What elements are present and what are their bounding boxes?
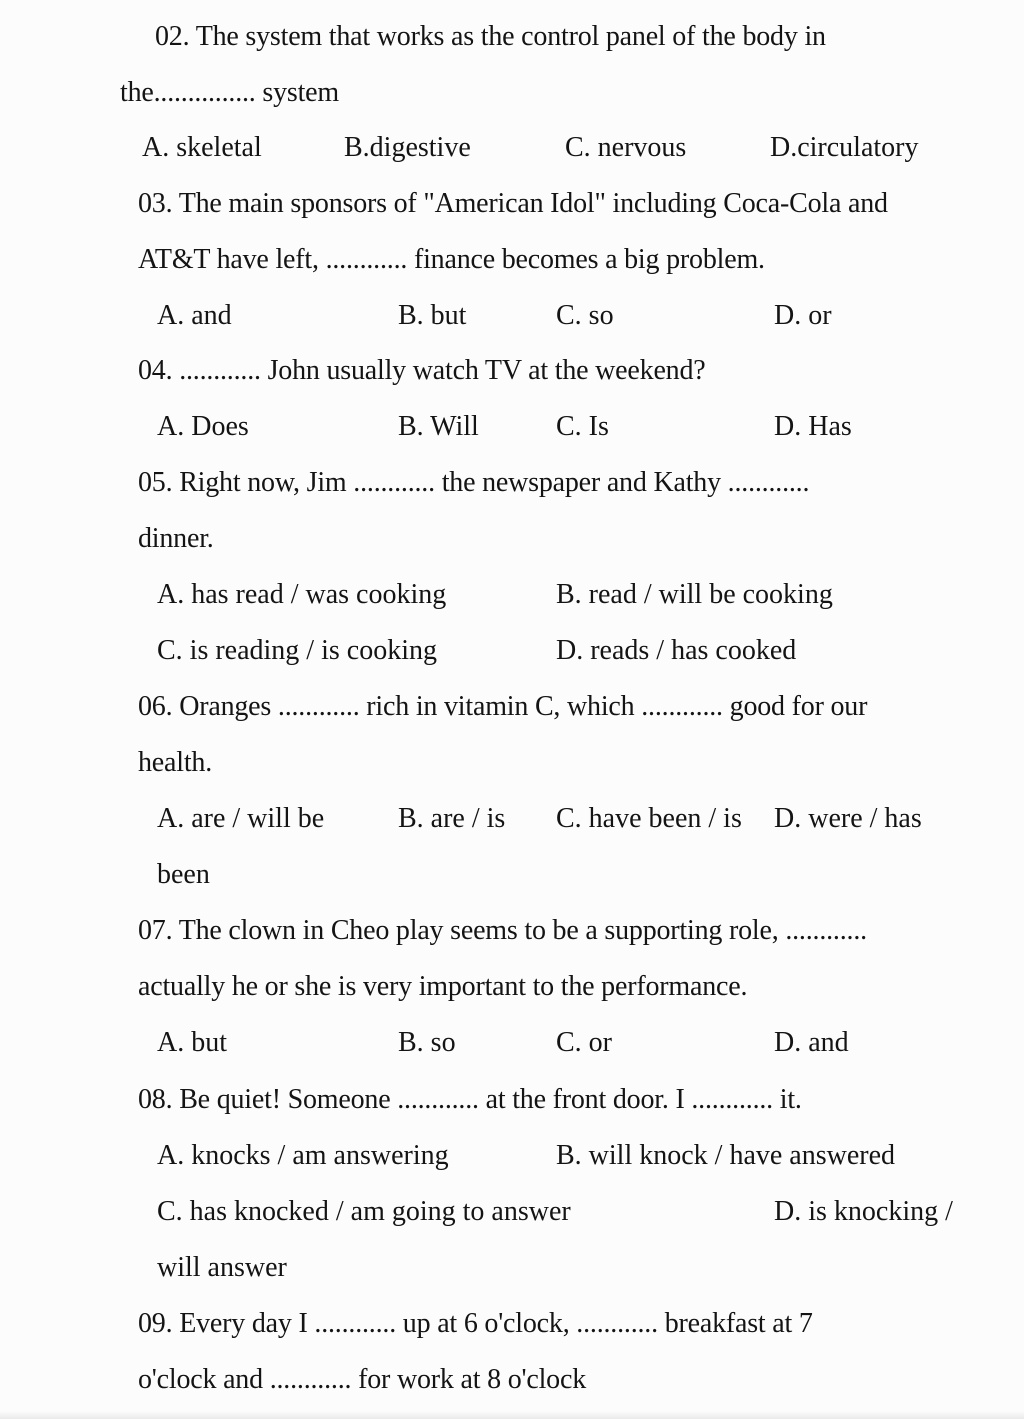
question-05-stem-cont: dinner.	[138, 523, 214, 554]
question-06-option-d: D. were / has	[774, 803, 922, 834]
question-04-option-c: C. Is	[556, 411, 609, 442]
question-05-option-c: C. is reading / is cooking	[157, 635, 437, 666]
question-06-option-b: B. are / is	[398, 803, 506, 834]
question-04-option-a: A. Does	[157, 411, 249, 442]
question-05-stem: 05. Right now, Jim ............ the newspaper and Kathy ............	[138, 467, 810, 498]
question-04-option-b: B. Will	[398, 411, 479, 442]
question-07-stem-cont: actually he or she is very important to the performance.	[138, 971, 748, 1002]
question-06-option-a: A. are / will be	[157, 803, 325, 834]
question-02-option-c: C. nervous	[565, 132, 687, 163]
question-07-option-c: C. or	[556, 1027, 612, 1058]
question-05-option-a: A. has read / was cooking	[157, 579, 447, 610]
question-07-stem: 07. The clown in Cheo play seems to be a supporting role, ............	[138, 915, 867, 946]
question-07-option-a: A. but	[157, 1027, 227, 1058]
question-06-option-c: C. have been / is	[556, 803, 742, 834]
question-07-option-b: B. so	[398, 1027, 456, 1058]
question-08-option-d: D. is knocking /	[774, 1196, 953, 1227]
question-05-option-d: D. reads / has cooked	[556, 635, 797, 666]
question-02-stem: 02. The system that works as the control panel of the body in	[155, 21, 826, 52]
question-08-stem: 08. Be quiet! Someone ............ at the front door. I ............ it.	[138, 1084, 802, 1115]
question-06-option-d-cont: been	[157, 859, 210, 890]
question-02-option-b: B.digestive	[344, 132, 471, 163]
question-09-stem-cont: o'clock and ............ for work at 8 o'clock	[138, 1364, 586, 1395]
question-04-stem: 04. ............ John usually watch TV at the weekend?	[138, 355, 706, 386]
question-03-option-b: B. but	[398, 300, 467, 331]
question-08-option-d-cont: will answer	[157, 1252, 287, 1283]
page-bottom-shade	[0, 1411, 1024, 1419]
question-03-option-d: D. or	[774, 300, 832, 331]
question-04-option-d: D. Has	[774, 411, 852, 442]
question-03-stem: 03. The main sponsors of "American Idol" including Coca-Cola and	[138, 188, 888, 219]
question-03-option-a: A. and	[157, 300, 232, 331]
question-02-option-d: D.circulatory	[770, 132, 919, 163]
question-08-option-b: B. will knock / have answered	[556, 1140, 896, 1171]
question-03-option-c: C. so	[556, 300, 614, 331]
question-02-stem-cont: the............... system	[120, 77, 339, 108]
question-08-option-c: C. has knocked / am going to answer	[157, 1196, 571, 1227]
question-06-stem-cont: health.	[138, 747, 213, 778]
question-05-option-b: B. read / will be cooking	[556, 579, 833, 610]
question-02-option-a: A. skeletal	[142, 132, 262, 163]
question-06-stem: 06. Oranges ............ rich in vitamin C, which ............ good for our	[138, 691, 868, 722]
question-09-stem: 09. Every day I ............ up at 6 o'clock, ............ breakfast at 7	[138, 1308, 813, 1339]
question-03-stem-cont: AT&T have left, ............ finance becomes a big problem.	[138, 244, 765, 275]
question-08-option-a: A. knocks / am answering	[157, 1140, 449, 1171]
question-07-option-d: D. and	[774, 1027, 849, 1058]
